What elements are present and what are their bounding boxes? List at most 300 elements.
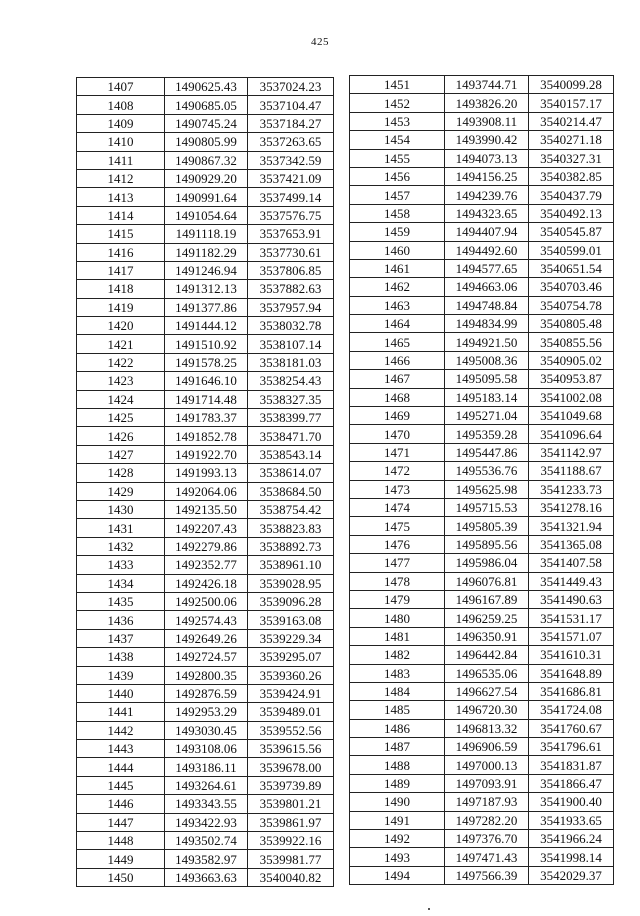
point-number-cell: 1424 [77, 390, 165, 408]
x-coordinate-cell: 1492953.29 [165, 703, 248, 721]
point-number-cell: 1438 [77, 648, 165, 666]
table-row [350, 811, 614, 829]
table-row [77, 795, 334, 813]
y-coordinate-cell: 3541365.08 [529, 535, 614, 553]
y-coordinate-cell: 3538032.78 [248, 317, 334, 335]
point-number-cell: 1494 [350, 866, 445, 884]
table-row [350, 498, 614, 516]
x-coordinate-cell: 1491312.13 [165, 280, 248, 298]
table-row [350, 112, 614, 130]
y-coordinate-cell: 3541900.40 [529, 793, 614, 811]
x-coordinate-cell: 1495715.53 [445, 498, 529, 516]
y-coordinate-cell: 3540271.18 [529, 131, 614, 149]
table-row [350, 388, 614, 406]
table-row [350, 131, 614, 149]
y-coordinate-cell: 3538327.35 [248, 390, 334, 408]
x-coordinate-cell: 1492064.06 [165, 482, 248, 500]
table-row [350, 590, 614, 608]
x-coordinate-cell: 1492500.06 [165, 592, 248, 610]
table-row [350, 149, 614, 167]
x-coordinate-cell: 1492426.18 [165, 574, 248, 592]
point-number-cell: 1456 [350, 167, 445, 185]
x-coordinate-cell: 1496350.91 [445, 627, 529, 645]
table-row [77, 556, 334, 574]
table-row [77, 169, 334, 187]
y-coordinate-cell: 3540754.78 [529, 296, 614, 314]
point-number-cell: 1447 [77, 813, 165, 831]
table-row [350, 627, 614, 645]
x-coordinate-cell: 1493108.06 [165, 740, 248, 758]
y-coordinate-cell: 3538754.42 [248, 500, 334, 518]
y-coordinate-cell: 3541142.97 [529, 443, 614, 461]
x-coordinate-cell: 1493908.11 [445, 112, 529, 130]
point-number-cell: 1410 [77, 133, 165, 151]
point-number-cell: 1471 [350, 443, 445, 461]
x-coordinate-cell: 1491054.64 [165, 206, 248, 224]
x-coordinate-cell: 1490867.32 [165, 151, 248, 169]
point-number-cell: 1414 [77, 206, 165, 224]
coordinate-table-left [76, 77, 334, 887]
x-coordinate-cell: 1493422.93 [165, 813, 248, 831]
table-row [77, 758, 334, 776]
y-coordinate-cell: 3538399.77 [248, 409, 334, 427]
y-coordinate-cell: 3541233.73 [529, 480, 614, 498]
x-coordinate-cell: 1491444.12 [165, 317, 248, 335]
point-number-cell: 1453 [350, 112, 445, 130]
table-row [350, 738, 614, 756]
y-coordinate-cell: 3541610.31 [529, 646, 614, 664]
x-coordinate-cell: 1495536.76 [445, 462, 529, 480]
y-coordinate-cell: 3538823.83 [248, 519, 334, 537]
point-number-cell: 1426 [77, 427, 165, 445]
point-number-cell: 1464 [350, 315, 445, 333]
x-coordinate-cell: 1496076.81 [445, 572, 529, 590]
y-coordinate-cell: 3539922.16 [248, 832, 334, 850]
y-coordinate-cell: 3540855.56 [529, 333, 614, 351]
y-coordinate-cell: 3541724.08 [529, 701, 614, 719]
y-coordinate-cell: 3541831.87 [529, 756, 614, 774]
point-number-cell: 1435 [77, 592, 165, 610]
point-number-cell: 1448 [77, 832, 165, 850]
table-row [77, 684, 334, 702]
x-coordinate-cell: 1493990.42 [445, 131, 529, 149]
y-coordinate-cell: 3541188.67 [529, 462, 614, 480]
x-coordinate-cell: 1496259.25 [445, 609, 529, 627]
table-row [350, 296, 614, 314]
table-row [350, 609, 614, 627]
table-row [77, 409, 334, 427]
table-row [77, 519, 334, 537]
x-coordinate-cell: 1491852.78 [165, 427, 248, 445]
point-number-cell: 1442 [77, 721, 165, 739]
table-row [77, 537, 334, 555]
point-number-cell: 1478 [350, 572, 445, 590]
point-number-cell: 1482 [350, 646, 445, 664]
point-number-cell: 1418 [77, 280, 165, 298]
y-coordinate-cell: 3541686.81 [529, 682, 614, 700]
point-number-cell: 1446 [77, 795, 165, 813]
x-coordinate-cell: 1494577.65 [445, 259, 529, 277]
table-row [350, 462, 614, 480]
y-coordinate-cell: 3539678.00 [248, 758, 334, 776]
x-coordinate-cell: 1496720.30 [445, 701, 529, 719]
x-coordinate-cell: 1491783.37 [165, 409, 248, 427]
table-row [77, 133, 334, 151]
y-coordinate-cell: 3540805.48 [529, 315, 614, 333]
y-coordinate-cell: 3538471.70 [248, 427, 334, 445]
point-number-cell: 1486 [350, 719, 445, 737]
x-coordinate-cell: 1493186.11 [165, 758, 248, 776]
table-body [77, 78, 334, 887]
table-row [77, 188, 334, 206]
point-number-cell: 1479 [350, 590, 445, 608]
y-coordinate-cell: 3541407.58 [529, 554, 614, 572]
table-row [77, 353, 334, 371]
y-coordinate-cell: 3539552.56 [248, 721, 334, 739]
x-coordinate-cell: 1497376.70 [445, 830, 529, 848]
table-row [77, 261, 334, 279]
table-row [350, 94, 614, 112]
table-row [77, 629, 334, 647]
point-number-cell: 1457 [350, 186, 445, 204]
x-coordinate-cell: 1490929.20 [165, 169, 248, 187]
point-number-cell: 1481 [350, 627, 445, 645]
y-coordinate-cell: 3539229.34 [248, 629, 334, 647]
table-row [350, 756, 614, 774]
point-number-cell: 1475 [350, 517, 445, 535]
y-coordinate-cell: 3537342.59 [248, 151, 334, 169]
x-coordinate-cell: 1491377.86 [165, 298, 248, 316]
table-row [77, 298, 334, 316]
x-coordinate-cell: 1495986.04 [445, 554, 529, 572]
table-row [77, 335, 334, 353]
table-row [350, 204, 614, 222]
x-coordinate-cell: 1494323.65 [445, 204, 529, 222]
x-coordinate-cell: 1494239.76 [445, 186, 529, 204]
x-coordinate-cell: 1496167.89 [445, 590, 529, 608]
y-coordinate-cell: 3538892.73 [248, 537, 334, 555]
x-coordinate-cell: 1492279.86 [165, 537, 248, 555]
x-coordinate-cell: 1497471.43 [445, 848, 529, 866]
table-row [350, 186, 614, 204]
table-row [350, 370, 614, 388]
table-row [350, 793, 614, 811]
table-row [350, 480, 614, 498]
x-coordinate-cell: 1494834.99 [445, 315, 529, 333]
table-row [77, 427, 334, 445]
point-number-cell: 1483 [350, 664, 445, 682]
y-coordinate-cell: 3541321.94 [529, 517, 614, 535]
table-row [350, 443, 614, 461]
y-coordinate-cell: 3540327.31 [529, 149, 614, 167]
y-coordinate-cell: 3537882.63 [248, 280, 334, 298]
y-coordinate-cell: 3540492.13 [529, 204, 614, 222]
table-row [77, 280, 334, 298]
table-row [77, 445, 334, 463]
table-row [77, 666, 334, 684]
point-number-cell: 1449 [77, 850, 165, 868]
table-row [350, 646, 614, 664]
point-number-cell: 1420 [77, 317, 165, 335]
x-coordinate-cell: 1493264.61 [165, 776, 248, 794]
x-coordinate-cell: 1492352.77 [165, 556, 248, 574]
point-number-cell: 1463 [350, 296, 445, 314]
table-row [77, 96, 334, 114]
y-coordinate-cell: 3541796.61 [529, 738, 614, 756]
x-coordinate-cell: 1491578.25 [165, 353, 248, 371]
table-row [77, 206, 334, 224]
point-number-cell: 1451 [350, 76, 445, 94]
table-row [350, 259, 614, 277]
point-number-cell: 1458 [350, 204, 445, 222]
x-coordinate-cell: 1492800.35 [165, 666, 248, 684]
y-coordinate-cell: 3537024.23 [248, 78, 334, 96]
point-number-cell: 1455 [350, 149, 445, 167]
point-number-cell: 1407 [77, 78, 165, 96]
y-coordinate-cell: 3537104.47 [248, 96, 334, 114]
point-number-cell: 1440 [77, 684, 165, 702]
x-coordinate-cell: 1493502.74 [165, 832, 248, 850]
table-body [350, 76, 614, 885]
y-coordinate-cell: 3539739.89 [248, 776, 334, 794]
y-coordinate-cell: 3537653.91 [248, 225, 334, 243]
x-coordinate-cell: 1491118.19 [165, 225, 248, 243]
table-row [350, 241, 614, 259]
y-coordinate-cell: 3540651.54 [529, 259, 614, 277]
table-row [77, 114, 334, 132]
point-number-cell: 1433 [77, 556, 165, 574]
point-number-cell: 1409 [77, 114, 165, 132]
point-number-cell: 1489 [350, 774, 445, 792]
table-row [77, 776, 334, 794]
y-coordinate-cell: 3537421.09 [248, 169, 334, 187]
y-coordinate-cell: 3540382.85 [529, 167, 614, 185]
x-coordinate-cell: 1491646.10 [165, 372, 248, 390]
x-coordinate-cell: 1492207.43 [165, 519, 248, 537]
x-coordinate-cell: 1493343.55 [165, 795, 248, 813]
point-number-cell: 1472 [350, 462, 445, 480]
point-number-cell: 1476 [350, 535, 445, 553]
y-coordinate-cell: 3539360.26 [248, 666, 334, 684]
x-coordinate-cell: 1495271.04 [445, 407, 529, 425]
point-number-cell: 1434 [77, 574, 165, 592]
x-coordinate-cell: 1497000.13 [445, 756, 529, 774]
y-coordinate-cell: 3540157.17 [529, 94, 614, 112]
x-coordinate-cell: 1495359.28 [445, 425, 529, 443]
y-coordinate-cell: 3539163.08 [248, 611, 334, 629]
table-row [350, 866, 614, 884]
point-number-cell: 1459 [350, 223, 445, 241]
y-coordinate-cell: 3541531.17 [529, 609, 614, 627]
y-coordinate-cell: 3539615.56 [248, 740, 334, 758]
x-coordinate-cell: 1493582.97 [165, 850, 248, 868]
x-coordinate-cell: 1495625.98 [445, 480, 529, 498]
y-coordinate-cell: 3539096.28 [248, 592, 334, 610]
table-row [350, 664, 614, 682]
x-coordinate-cell: 1491922.70 [165, 445, 248, 463]
point-number-cell: 1473 [350, 480, 445, 498]
x-coordinate-cell: 1494921.50 [445, 333, 529, 351]
point-number-cell: 1425 [77, 409, 165, 427]
x-coordinate-cell: 1493744.71 [445, 76, 529, 94]
y-coordinate-cell: 3539861.97 [248, 813, 334, 831]
table-row [350, 315, 614, 333]
y-coordinate-cell: 3540099.28 [529, 76, 614, 94]
y-coordinate-cell: 3540545.87 [529, 223, 614, 241]
page-number: 425 [311, 36, 329, 48]
y-coordinate-cell: 3542029.37 [529, 866, 614, 884]
point-number-cell: 1427 [77, 445, 165, 463]
y-coordinate-cell: 3537730.61 [248, 243, 334, 261]
table-row [350, 535, 614, 553]
point-number-cell: 1487 [350, 738, 445, 756]
point-number-cell: 1477 [350, 554, 445, 572]
y-coordinate-cell: 3541933.65 [529, 811, 614, 829]
x-coordinate-cell: 1491993.13 [165, 464, 248, 482]
y-coordinate-cell: 3541966.24 [529, 830, 614, 848]
point-number-cell: 1445 [77, 776, 165, 794]
y-coordinate-cell: 3539981.77 [248, 850, 334, 868]
table-row [77, 832, 334, 850]
table-row [350, 830, 614, 848]
point-number-cell: 1492 [350, 830, 445, 848]
point-number-cell: 1421 [77, 335, 165, 353]
point-number-cell: 1454 [350, 131, 445, 149]
point-number-cell: 1411 [77, 151, 165, 169]
point-number-cell: 1480 [350, 609, 445, 627]
x-coordinate-cell: 1497093.91 [445, 774, 529, 792]
table-row [350, 76, 614, 94]
point-number-cell: 1474 [350, 498, 445, 516]
table-row [350, 774, 614, 792]
x-coordinate-cell: 1495447.86 [445, 443, 529, 461]
table-row [77, 574, 334, 592]
x-coordinate-cell: 1491510.92 [165, 335, 248, 353]
point-number-cell: 1439 [77, 666, 165, 684]
table-row [77, 390, 334, 408]
x-coordinate-cell: 1492724.57 [165, 648, 248, 666]
point-number-cell: 1493 [350, 848, 445, 866]
point-number-cell: 1422 [77, 353, 165, 371]
point-number-cell: 1432 [77, 537, 165, 555]
y-coordinate-cell: 3538543.14 [248, 445, 334, 463]
point-number-cell: 1408 [77, 96, 165, 114]
table-row [350, 719, 614, 737]
table-row [77, 78, 334, 96]
point-number-cell: 1423 [77, 372, 165, 390]
x-coordinate-cell: 1497187.93 [445, 793, 529, 811]
y-coordinate-cell: 3541449.43 [529, 572, 614, 590]
table-row [350, 223, 614, 241]
y-coordinate-cell: 3539489.01 [248, 703, 334, 721]
table-row [77, 868, 334, 886]
point-number-cell: 1430 [77, 500, 165, 518]
y-coordinate-cell: 3540437.79 [529, 186, 614, 204]
table-row [350, 848, 614, 866]
table-row [350, 554, 614, 572]
x-coordinate-cell: 1497282.20 [445, 811, 529, 829]
y-coordinate-cell: 3541049.68 [529, 407, 614, 425]
x-coordinate-cell: 1494748.84 [445, 296, 529, 314]
x-coordinate-cell: 1492135.50 [165, 500, 248, 518]
y-coordinate-cell: 3537499.14 [248, 188, 334, 206]
x-coordinate-cell: 1492876.59 [165, 684, 248, 702]
y-coordinate-cell: 3538614.07 [248, 464, 334, 482]
table-row [350, 425, 614, 443]
y-coordinate-cell: 3540214.47 [529, 112, 614, 130]
x-coordinate-cell: 1492649.26 [165, 629, 248, 647]
point-number-cell: 1462 [350, 278, 445, 296]
x-coordinate-cell: 1492574.43 [165, 611, 248, 629]
point-number-cell: 1429 [77, 482, 165, 500]
y-coordinate-cell: 3541571.07 [529, 627, 614, 645]
point-number-cell: 1428 [77, 464, 165, 482]
table-row [77, 592, 334, 610]
point-number-cell: 1436 [77, 611, 165, 629]
point-number-cell: 1468 [350, 388, 445, 406]
point-number-cell: 1437 [77, 629, 165, 647]
x-coordinate-cell: 1490685.05 [165, 96, 248, 114]
y-coordinate-cell: 3540040.82 [248, 868, 334, 886]
table-row [350, 167, 614, 185]
x-coordinate-cell: 1496442.84 [445, 646, 529, 664]
table-row [77, 648, 334, 666]
y-coordinate-cell: 3537957.94 [248, 298, 334, 316]
point-number-cell: 1450 [77, 868, 165, 886]
table-row [77, 500, 334, 518]
table-row [350, 682, 614, 700]
table-row [350, 278, 614, 296]
point-number-cell: 1461 [350, 259, 445, 277]
x-coordinate-cell: 1495008.36 [445, 351, 529, 369]
point-number-cell: 1419 [77, 298, 165, 316]
point-number-cell: 1443 [77, 740, 165, 758]
point-number-cell: 1490 [350, 793, 445, 811]
point-number-cell: 1491 [350, 811, 445, 829]
y-coordinate-cell: 3539424.91 [248, 684, 334, 702]
x-coordinate-cell: 1493826.20 [445, 94, 529, 112]
point-number-cell: 1441 [77, 703, 165, 721]
y-coordinate-cell: 3538107.14 [248, 335, 334, 353]
table-row [77, 464, 334, 482]
y-coordinate-cell: 3540905.02 [529, 351, 614, 369]
y-coordinate-cell: 3539028.95 [248, 574, 334, 592]
x-coordinate-cell: 1493663.63 [165, 868, 248, 886]
y-coordinate-cell: 3538254.43 [248, 372, 334, 390]
table-row [77, 611, 334, 629]
y-coordinate-cell: 3540703.46 [529, 278, 614, 296]
point-number-cell: 1466 [350, 351, 445, 369]
x-coordinate-cell: 1496906.59 [445, 738, 529, 756]
y-coordinate-cell: 3537806.85 [248, 261, 334, 279]
x-coordinate-cell: 1490625.43 [165, 78, 248, 96]
table-row [77, 721, 334, 739]
y-coordinate-cell: 3541278.16 [529, 498, 614, 516]
point-number-cell: 1416 [77, 243, 165, 261]
point-number-cell: 1415 [77, 225, 165, 243]
y-coordinate-cell: 3540953.87 [529, 370, 614, 388]
table-row [77, 243, 334, 261]
y-coordinate-cell: 3538684.50 [248, 482, 334, 500]
table-row [77, 850, 334, 868]
point-number-cell: 1412 [77, 169, 165, 187]
point-number-cell: 1470 [350, 425, 445, 443]
y-coordinate-cell: 3541648.89 [529, 664, 614, 682]
x-coordinate-cell: 1495805.39 [445, 517, 529, 535]
table-row [350, 333, 614, 351]
table-row [77, 703, 334, 721]
scan-speck [428, 908, 430, 910]
